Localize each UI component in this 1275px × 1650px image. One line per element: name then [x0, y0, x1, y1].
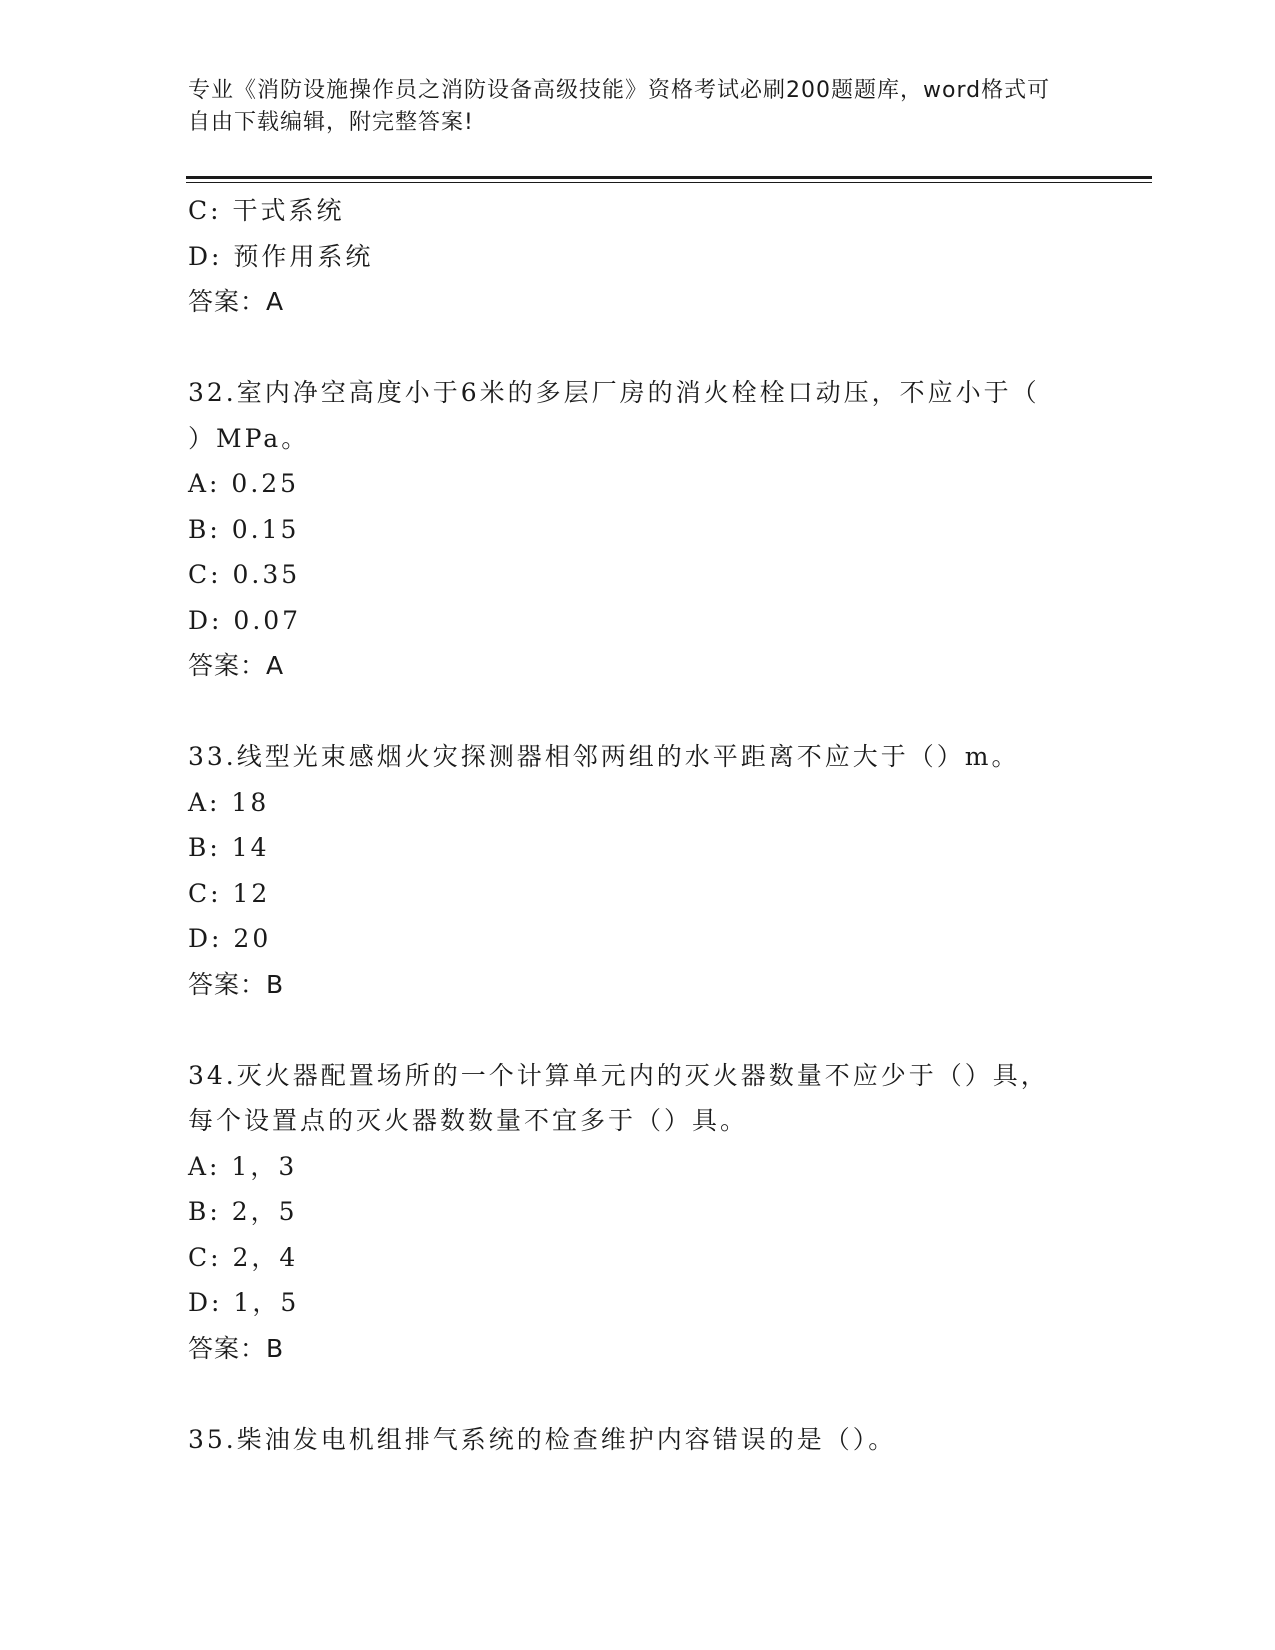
option-c: C: 12: [188, 878, 271, 908]
question-stem: 33.线型光束感烟火灾探测器相邻两组的水平距离不应大于（）m。: [188, 742, 1020, 771]
option-d: D: 预作用系统: [188, 241, 374, 271]
option-a: A: 0.25: [188, 469, 300, 498]
page-header: [188, 75, 1068, 139]
question-stem-continued: ）MPa。: [188, 423, 310, 453]
header-divider-thin: [186, 182, 1152, 183]
option-d: D: 1，5: [188, 1288, 300, 1317]
option-b: B: 0.15: [188, 514, 300, 544]
option-c: C: 干式系统: [188, 196, 345, 225]
spacer: [188, 1371, 1088, 1417]
spacer: [188, 325, 1088, 371]
question-34: [188, 1053, 1088, 1372]
question-33: [188, 734, 1088, 1007]
question-stem: 32.室内净空高度小于6米的多层厂房的消火栓栓口动压，不应小于（: [188, 378, 1040, 407]
question-stem: 34.灭火器配置场所的一个计算单元内的灭火器数量不应少于（）具，: [188, 1060, 1049, 1090]
question-32: [188, 370, 1088, 689]
question-stem: 35.柴油发电机组排气系统的检查维护内容错误的是（）。: [188, 1424, 897, 1454]
option-c: C: 0.35: [188, 560, 301, 589]
option-c: C: 2，4: [188, 1242, 299, 1272]
answer-line: 答案：B: [188, 1333, 285, 1363]
document-title: 专业《消防设施操作员之消防设备高级技能》资格考试必刷200题题库，word格式可自由下载编辑，附完整答案!: [188, 78, 1051, 135]
question-content: [188, 188, 1088, 1462]
option-a: A: 1，3: [188, 1151, 298, 1181]
option-d: D: 0.07: [188, 605, 302, 635]
answer-line: 答案：B: [188, 969, 285, 999]
prev-question-block: [188, 188, 1088, 325]
answer-line: 答案：A: [188, 287, 285, 316]
question-stem-continued: 每个设置点的灭火器数数量不宜多于（）具。: [188, 1106, 749, 1135]
spacer: [188, 1007, 1088, 1053]
answer-line: 答案：A: [188, 651, 285, 680]
header-divider-thick: [186, 176, 1152, 179]
spacer: [188, 689, 1088, 735]
option-a: A: 18: [188, 787, 270, 817]
option-b: B: 14: [188, 833, 270, 862]
option-d: D: 20: [188, 924, 272, 953]
question-35: [188, 1417, 1088, 1463]
option-b: B: 2，5: [188, 1197, 298, 1226]
